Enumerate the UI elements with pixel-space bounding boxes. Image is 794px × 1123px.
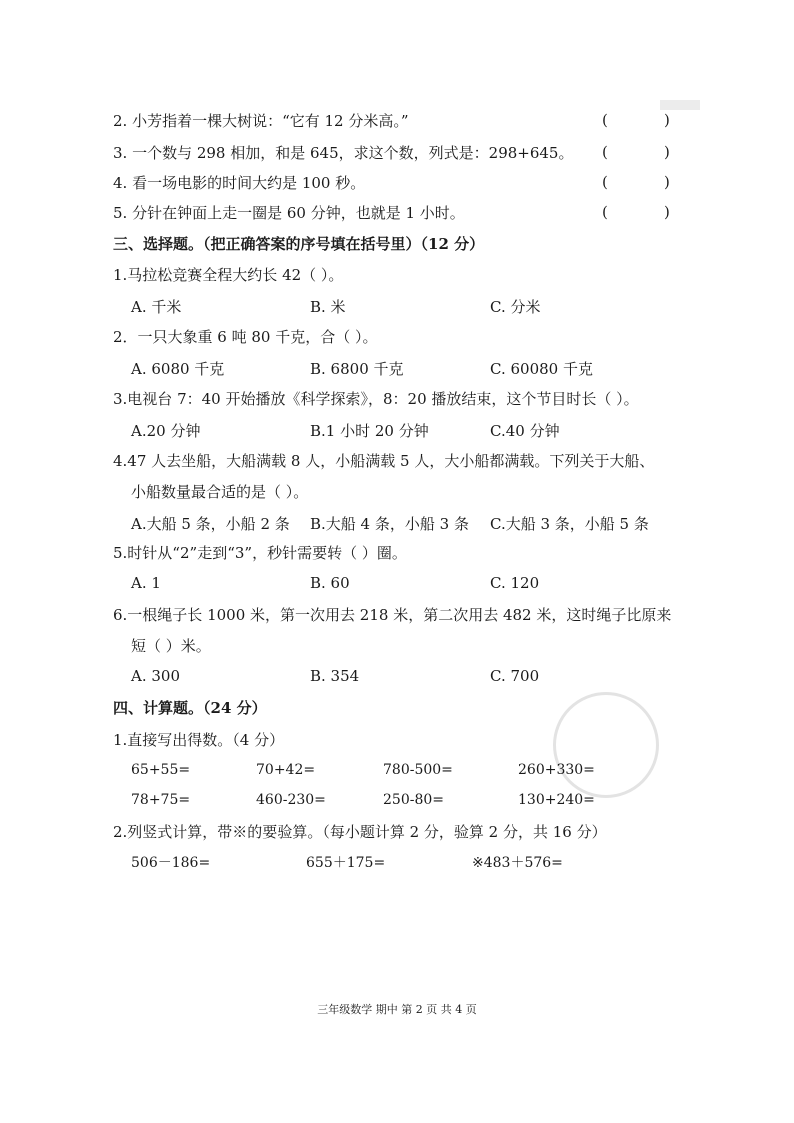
judge-item-3: 3. 一个数与 298 相加，和是 645，求这个数，列式是：298+645。 [113, 144, 574, 162]
option-a: A. 1 [131, 574, 161, 592]
option-b: B.1 小时 20 分钟 [310, 422, 429, 440]
calc-expression: 78+75= [131, 792, 191, 808]
calc-subheading-1: 1.直接写出得数。（4 分） [113, 731, 285, 749]
calc-expression: 250-80= [383, 792, 444, 808]
calc-expression: 70+42= [256, 762, 316, 778]
option-c: C. 700 [490, 667, 540, 685]
calc-expression: 260+330= [518, 762, 595, 778]
page-footer: 三年级数学 期中 第 2 页 共 4 页 [317, 1003, 477, 1016]
answer-paren-close: ) [664, 173, 670, 191]
question-1: 1.马拉松竞赛全程大约长 42（ ）。 [113, 266, 344, 284]
answer-paren-close: ) [664, 203, 670, 221]
calc-expression: 655＋175= [306, 855, 386, 871]
answer-paren-open: ( [602, 173, 608, 191]
question-2: 2．一只大象重 6 吨 80 千克，合（ ）。 [113, 328, 378, 346]
answer-paren-open: ( [602, 111, 608, 129]
calc-expression: 460-230= [256, 792, 326, 808]
question-3: 3.电视台 7：40 开始播放《科学探索》，8：20 播放结束，这个节目时长（ ）。 [113, 390, 639, 408]
option-b: B.大船 4 条，小船 3 条 [310, 515, 469, 533]
question-4-continued: 小船数量最合适的是（ ）。 [131, 483, 309, 501]
calc-expression: 130+240= [518, 792, 595, 808]
calc-expression: 65+55= [131, 762, 191, 778]
judge-item-2: 2. 小芳指着一棵大树说：“它有 12 分米高。” [113, 112, 409, 130]
question-6: 6.一根绳子长 1000 米，第一次用去 218 米，第二次用去 482 米，这时绳子比原来 [113, 606, 672, 624]
option-a: A.20 分钟 [131, 422, 201, 440]
calc-expression: 780-500= [383, 762, 453, 778]
option-b: B. 60 [310, 574, 350, 592]
judge-item-4: 4. 看一场电影的时间大约是 100 秒。 [113, 174, 366, 192]
judge-item-5: 5. 分针在钟面上走一圈是 60 分钟，也就是 1 小时。 [113, 204, 465, 222]
option-c: C.大船 3 条，小船 5 条 [490, 515, 649, 533]
calc-expression: ※483＋576= [472, 855, 563, 871]
option-a: A. 千米 [131, 298, 182, 316]
answer-paren-open: ( [602, 203, 608, 221]
answer-paren-open: ( [602, 143, 608, 161]
question-6-continued: 短（ ）米。 [131, 637, 211, 655]
option-c: C. 60080 千克 [490, 360, 593, 378]
question-4: 4.47 人去坐船，大船满载 8 人，小船满载 5 人，大小船都满载。下列关于大船、 [113, 452, 655, 470]
option-c: C. 120 [490, 574, 540, 592]
option-b: B. 354 [310, 667, 360, 685]
option-c: C. 分米 [490, 298, 541, 316]
bleed-mark [660, 100, 700, 110]
answer-paren-close: ) [664, 143, 670, 161]
calc-expression: 506－186= [131, 855, 211, 871]
option-a: A. 300 [131, 667, 180, 685]
option-c: C.40 分钟 [490, 422, 560, 440]
answer-paren-close: ) [664, 111, 670, 129]
section-heading-calc: 四、计算题。（24 分） [113, 699, 267, 717]
option-a: A.大船 5 条，小船 2 条 [131, 515, 290, 533]
option-b: B. 米 [310, 298, 346, 316]
option-b: B. 6800 千克 [310, 360, 404, 378]
calc-subheading-2: 2.列竖式计算，带※的要验算。（每小题计算 2 分，验算 2 分，共 16 分） [113, 823, 607, 841]
section-heading-choice: 三、选择题。（把正确答案的序号填在括号里）（12 分） [113, 235, 485, 253]
option-a: A. 6080 千克 [131, 360, 225, 378]
bleed-clock-mark [553, 692, 659, 798]
question-5: 5.时针从“2”走到“3”，秒针需要转（ ）圈。 [113, 544, 407, 562]
